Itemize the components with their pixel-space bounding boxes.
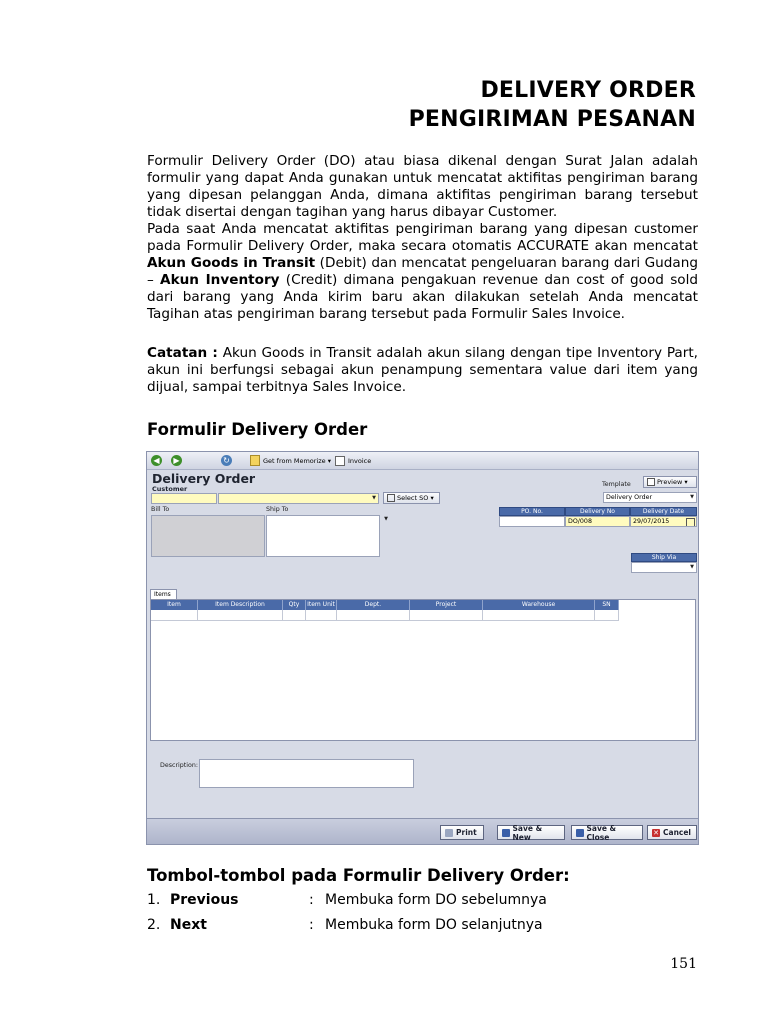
- description-label: Description:: [160, 762, 198, 769]
- print-button[interactable]: [440, 825, 484, 840]
- items-grid: [150, 599, 696, 741]
- floppy-icon: [502, 829, 510, 837]
- action-bar: [147, 818, 698, 844]
- invoice-label: Invoice: [348, 456, 372, 465]
- refresh-button[interactable]: [221, 455, 232, 466]
- save-close-label: Save & Close: [586, 823, 617, 842]
- tab-items[interactable]: Items: [150, 589, 177, 599]
- cancel-label: Cancel: [663, 828, 692, 837]
- intro-text-1: Formulir Delivery Order (DO) atau biasa dikenal dengan Surat Jalan adalah formulir yang dapat Anda gunakan untuk mencatat aktifitas pengiriman barang yang dipesan pelanggan Anda, dimana aktifitas pengiriman barang tersebut tidak disertai dengan tagihan yang harus dibayar Customer.: [147, 153, 698, 220]
- intro-paragraph: [147, 153, 698, 323]
- invoice-button[interactable]: [335, 455, 371, 466]
- delivery-date-value: 29/07/2015: [633, 518, 670, 525]
- preview-button[interactable]: Preview ▾: [643, 476, 697, 488]
- col-qty: Qty: [283, 600, 306, 610]
- intro-text-2c: (Credit) dimana pengakuan revenue dan cost of good sold dari barang yang Anda kirim baru akan dilakukan setelah Anda mencatat Tagihan atas pengiriman barang tersebut pada Formulir Sales Invoice.: [147, 272, 698, 322]
- intro-text-2a: Pada saat Anda mencatat aktifitas pengiriman barang yang dipesan customer pada Formulir Delivery Order, maka secara otomatis ACCURATE akan mencatat: [147, 221, 698, 254]
- bill-to-address[interactable]: [151, 515, 265, 557]
- grid-cell[interactable]: [483, 610, 595, 621]
- col-sn: SN: [595, 600, 619, 610]
- list-separator: :: [309, 917, 314, 933]
- print-label: Print: [456, 828, 477, 837]
- delivery-no-value: DO/008: [568, 518, 592, 525]
- section-title-form: Formulir Delivery Order: [147, 420, 368, 439]
- printer-icon: [445, 829, 453, 837]
- list-item: [147, 917, 543, 933]
- col-dept: Dept.: [337, 600, 410, 610]
- note-label: Catatan :: [147, 345, 218, 361]
- col-item-description: Item Description: [198, 600, 283, 610]
- previous-button[interactable]: [151, 455, 162, 466]
- list-term: Previous: [170, 892, 239, 908]
- select-so-icon: [387, 494, 395, 502]
- preview-icon: [647, 478, 655, 486]
- template-label: Template: [602, 481, 631, 488]
- col-warehouse: Warehouse: [483, 600, 595, 610]
- cancel-button[interactable]: [647, 825, 697, 840]
- po-no-header: PO. No.: [499, 507, 565, 516]
- next-button[interactable]: [171, 455, 182, 466]
- select-so-button[interactable]: Select SO ▾: [383, 492, 440, 504]
- grid-cell[interactable]: [595, 610, 619, 621]
- page-title-line2: PENGIRIMAN PESANAN: [408, 107, 696, 132]
- customer-name-input[interactable]: [218, 493, 379, 504]
- chevron-down-icon: ▼: [690, 494, 694, 500]
- grid-cell[interactable]: [306, 610, 337, 621]
- page-title-line1: DELIVERY ORDER: [480, 78, 696, 103]
- template-select[interactable]: [603, 492, 697, 503]
- save-new-button[interactable]: [497, 825, 565, 840]
- select-so-label: Select SO: [397, 494, 429, 502]
- list-separator: :: [309, 892, 314, 908]
- list-description: Membuka form DO sebelumnya: [325, 892, 547, 908]
- list-term: Next: [170, 917, 207, 933]
- refresh-icon: ↻: [221, 455, 232, 466]
- list-number: 1.: [147, 892, 161, 908]
- grid-cell[interactable]: [410, 610, 483, 621]
- close-icon: ✕: [653, 828, 659, 837]
- intro-bold-goods-in-transit: Akun Goods in Transit: [147, 255, 316, 271]
- floppy-icon: [576, 829, 584, 837]
- intro-bold-akun-inventory: Akun Inventory: [160, 272, 280, 288]
- grid-cell[interactable]: [151, 610, 198, 621]
- list-item: [147, 892, 547, 908]
- grid-cell[interactable]: [337, 610, 410, 621]
- note-paragraph: [147, 345, 698, 396]
- ship-to-address[interactable]: [266, 515, 380, 557]
- save-new-label: Save & New: [512, 823, 543, 842]
- intro-text-2b: (Debit) dan mencatat pengeluaran barang dari Gudang –: [147, 255, 698, 288]
- bill-to-label: Bill To: [151, 506, 170, 513]
- get-from-memorize-label: Get from Memorize: [263, 456, 326, 465]
- list-number: 2.: [147, 917, 161, 933]
- ship-via-select[interactable]: [631, 562, 697, 573]
- po-no-input[interactable]: [499, 516, 565, 527]
- template-value: Delivery Order: [606, 494, 653, 501]
- delivery-date-header: Delivery Date: [630, 507, 697, 516]
- col-item-unit: Item Unit: [306, 600, 337, 610]
- chevron-down-icon: ▼: [384, 516, 388, 522]
- note-text: Akun Goods in Transit adalah akun silang dengan tipe Inventory Part, akun ini berfungsi sebagai akun penampung sementara value dari item yang dijual, sampai terbitnya Sales Invoice.: [147, 345, 698, 395]
- delivery-no-input[interactable]: [565, 516, 630, 527]
- delivery-date-input[interactable]: [630, 516, 697, 527]
- form-title: Delivery Order: [152, 471, 256, 486]
- grid-cell[interactable]: [198, 610, 283, 621]
- page-number: 151: [670, 956, 697, 972]
- save-close-button[interactable]: [571, 825, 643, 840]
- get-from-memorize-button[interactable]: Get from Memorize ▾: [250, 455, 331, 466]
- grid-cell[interactable]: [283, 610, 306, 621]
- ship-to-label: Ship To: [266, 506, 289, 513]
- customer-label: Customer: [152, 485, 188, 493]
- chevron-down-icon: ▼: [690, 564, 694, 570]
- list-description: Membuka form DO selanjutnya: [325, 917, 543, 933]
- col-item: Item: [151, 600, 198, 610]
- ship-via-header: Ship Via: [631, 553, 697, 562]
- customer-id-input[interactable]: [151, 493, 217, 504]
- chevron-down-icon: ▼: [372, 495, 376, 501]
- delivery-order-window: [146, 451, 699, 845]
- arrow-right-icon: ▶: [171, 455, 182, 466]
- delivery-no-header: Delivery No: [565, 507, 630, 516]
- calendar-icon[interactable]: [686, 518, 695, 527]
- ship-to-dropdown[interactable]: [380, 515, 390, 525]
- preview-label: Preview: [657, 478, 683, 486]
- memorize-icon: [250, 455, 260, 466]
- invoice-icon: [335, 456, 345, 466]
- description-input[interactable]: [199, 759, 414, 788]
- col-project: Project: [410, 600, 483, 610]
- section-title-buttons: Tombol-tombol pada Formulir Delivery Order:: [147, 866, 570, 885]
- toolbar: [147, 452, 698, 470]
- arrow-left-icon: ◀: [151, 455, 162, 466]
